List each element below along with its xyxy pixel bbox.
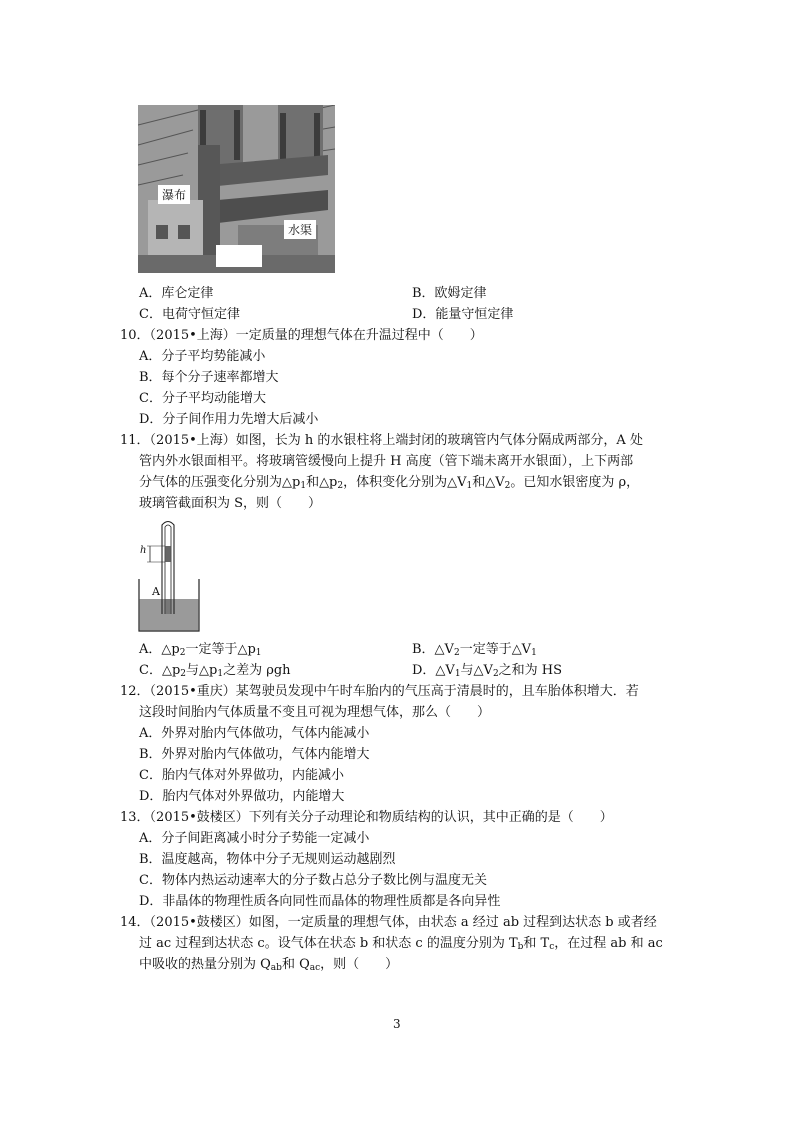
q14-stem-line3: 中吸收的热量分别为 $Q_{ab}$和 $Q_{ac}$，则（ ）	[139, 957, 399, 973]
q14-stem-line2: 过 ac 过程到达状态 c。设气体在状态 b 和状态 c 的温度分别为 $T_b$和 $T_c$，在过程 ab 和 ac	[139, 936, 663, 952]
q12-option-d: D．胎内气体对外界做功，内能增大	[139, 789, 345, 804]
q11-option-c: C．$\triangle p_2$与$\triangle p_1$之差为 ρgh	[139, 663, 291, 679]
q10-option-b: B．每个分子速率都增大	[139, 370, 279, 385]
q10-stem: 10．（2015•上海）一定质量的理想气体在升温过程中（ ）	[120, 328, 483, 343]
q12-stem-line2: 这段时间胎内气体质量不变且可视为理想气体，那么（ ）	[139, 705, 491, 720]
q9-option-b: B．欧姆定律	[412, 286, 487, 301]
q13-stem: 13．（2015•鼓楼区）下列有关分子动理论和物质结构的认识，其中正确的是（ ）	[120, 810, 613, 825]
q10-option-d: D．分子间作用力先增大后减小	[139, 412, 319, 427]
tube-label-h: h	[140, 545, 147, 556]
q11-option-d: D．$\triangle V_1$与$\triangle V_2$之和为 HS	[412, 663, 563, 679]
q12-option-a: A．外界对胎内气体做功，气体内能减小	[139, 726, 370, 741]
page-number: 3	[393, 1017, 401, 1031]
q13-option-c: C．物体内热运动速率大的分子数占总分子数比例与温度无关	[139, 873, 487, 888]
q13-option-a: A．分子间距离减小时分子势能一定减小	[139, 831, 370, 846]
waterfall-label: 瀑布	[158, 185, 190, 204]
q11-stem-line3: 分气体的压强变化分别为$\triangle p_1$和$\triangle p_2$，体积变化分别为$\triangle V_1$和$\triangle V_2$。已知水银密度为 ρ，	[139, 475, 640, 491]
q11-stem-line2: 管内外水银面相平。将玻璃管缓慢向上提升 H 高度（管下端未离开水银面），上下两部	[139, 454, 634, 469]
q10-option-a: A．分子平均势能减小	[139, 349, 266, 364]
q14-stem-line1: 14．（2015•鼓楼区）如图，一定质量的理想气体，由状态 a 经过 ab 过程到达状态 b 或者经	[120, 915, 657, 930]
q9-option-c: C．电荷守恒定律	[139, 307, 240, 322]
q13-option-d: D．非晶体的物理性质各向同性而晶体的物理性质都是各向异性	[139, 894, 501, 909]
q10-option-c: C．分子平均动能增大	[139, 391, 266, 406]
q12-stem-line1: 12．（2015•重庆）某驾驶员发现中午时车胎内的气压高于清晨时的，且车胎体积增大．若	[120, 684, 639, 699]
q11-stem-line4: 玻璃管截面积为 S，则（ ）	[139, 496, 322, 511]
waterfall-illustration	[138, 105, 335, 273]
channel-label: 水渠	[284, 220, 316, 239]
q12-option-b: B．外界对胎内气体做功，气体内能增大	[139, 747, 370, 762]
tube-drawing	[138, 519, 200, 633]
q11-stem-line1: 11．（2015•上海）如图，长为 h 的水银柱将上端封闭的玻璃管内气体分隔成两部分，A 处	[120, 433, 643, 448]
q11-option-a: A．$\triangle p_2$一定等于$\triangle p_1$	[139, 642, 262, 658]
tube-label-a: A	[152, 585, 160, 598]
mercury-tube-figure	[138, 519, 200, 633]
q11-option-b: B．$\triangle V_2$一定等于$\triangle V_1$	[412, 642, 537, 658]
q9-option-d: D．能量守恒定律	[412, 307, 514, 322]
q12-option-c: C．胎内气体对外界做功，内能减小	[139, 768, 344, 783]
q9-option-a: A．库仑定律	[139, 286, 214, 301]
q13-option-b: B．温度越高，物体中分子无规则运动越剧烈	[139, 852, 396, 867]
